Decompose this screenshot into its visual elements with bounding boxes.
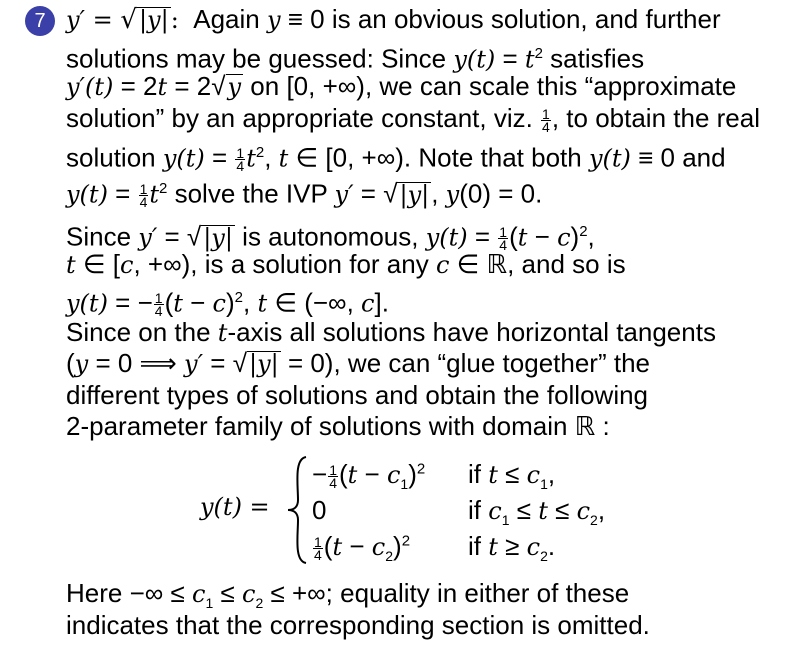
para3-line4: 2-parameter family of solutions with domain ℝ :: [66, 411, 610, 441]
item-heading: y′ = √|y|:: [66, 5, 179, 35]
piecewise-cond-2: if $c_1 \le t \le c_2$,: [468, 495, 606, 529]
item-number-badge: 7: [25, 6, 55, 36]
piecewise-cond-1: if $t \le c_1$,: [468, 459, 556, 493]
para1-line4: solution” by an appropriate constant, viz. $\frac{1}{4}$ , to obtain the real: [66, 103, 760, 135]
piecewise-expr-3: $\frac{1}{4}$ $(t - c_2)^2$: [314, 531, 411, 565]
para1-line6: y(t) = $\frac{1}{4}$ $t^2$ solve the IVP y′ = √|y|, y(0) = 0.: [66, 178, 543, 211]
piecewise-expr-2: 0: [312, 495, 327, 525]
piecewise-cond-3: if $t \ge c_2$.: [468, 531, 556, 565]
para3-line1: Since on the t-axis all solutions have horizontal tangents: [66, 317, 716, 347]
para3-line3: different types of solutions and obtain the following: [66, 380, 649, 410]
para4-line1: Here −∞ ≤ $c_1 \le c_2$ ≤ +∞; equality in either of these: [66, 578, 630, 612]
para2-line2: t ∈ [c, +∞), is a solution for any c ∈ ℝ, and so is: [66, 249, 626, 279]
piecewise-expr-1: − $\frac{1}{4}$ $(t - c_1)^2$: [312, 459, 426, 493]
para4-line2: indicates that the corresponding section is omitted.: [66, 610, 650, 640]
piecewise-lhs: y(t) =: [200, 493, 270, 521]
para2-line3: y(t) = − $\frac{1}{4}$ $(t - c)^2$, t ∈ (−∞, c].: [66, 287, 389, 320]
para1-line3: y′(t) = 2t = 2√y on [0, +∞), we can scale this “approximate: [66, 71, 737, 101]
piecewise-definition: [200, 455, 760, 565]
item-heading-line: [66, 4, 721, 35]
para3-line2: (y = 0 ⟹ y′ = √|y| = 0), we can “glue together” the: [66, 348, 650, 378]
para2-line1: Since y′ = √|y| is autonomous, y(t) = $\frac{1}{4}$ $(t - c)^2$,: [66, 221, 595, 254]
para1-line5: solution y(t) = $\frac{1}{4}$ $t^2$, t ∈ [0, +∞). Note that both y(t) ≡ 0 and: [66, 142, 726, 175]
left-brace: [286, 455, 310, 565]
item-intro: Again y ≡ 0 is an obvious solution, and further: [193, 4, 721, 34]
para1-line2: solutions may be guessed: Since $y(t) = t^2$ satisfies: [66, 43, 645, 74]
